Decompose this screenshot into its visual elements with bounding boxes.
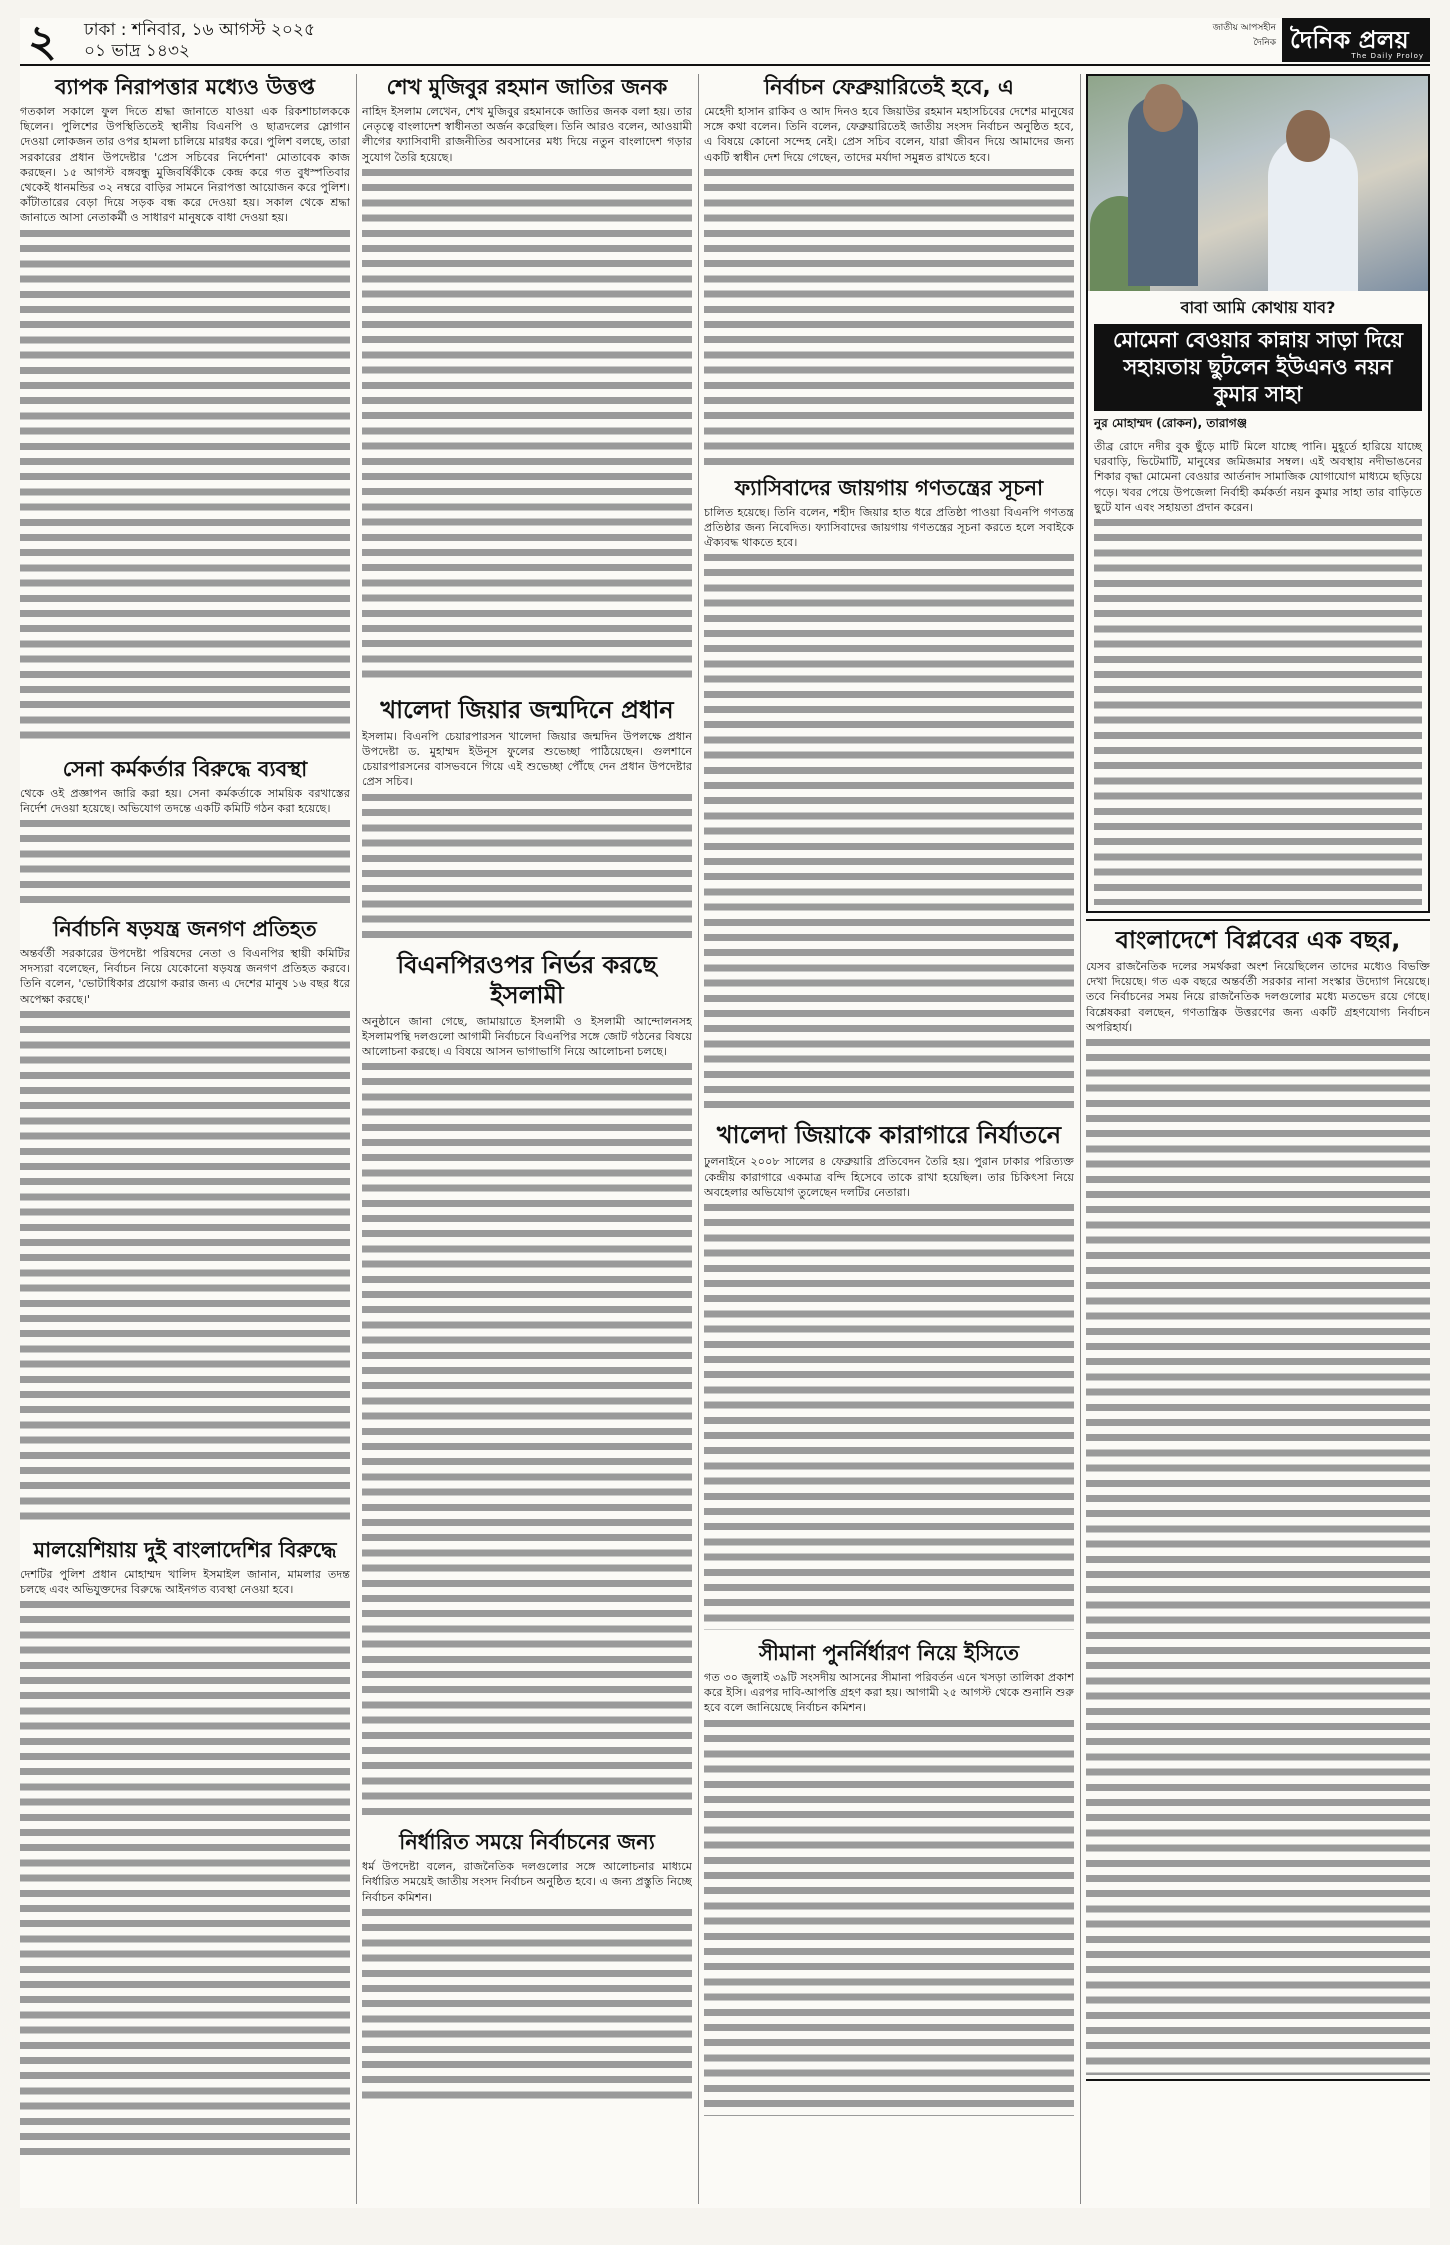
article-body: ধর্ম উপদেষ্টা বলেন, রাজনৈতিক দলগুলোর সঙ্গে আলোচনার মাধ্যমে নির্ধারিত সময়েই জাতীয় সংসদ নির্বাচন অনুষ্ঠিত হবে। এ জন্য প্রস্তুতি নিচ্ছে নির্বাচন কমিশন।: [362, 1860, 692, 1904]
article-body: তীব্র রোদে নদীর বুক ছুঁড়ে মাটি মিলে যাচ্ছে পানি। মুহূর্তে হারিয়ে যাচ্ছে ঘরবাড়ি, ভিটেমাটি, মানুষের জমিজমার সম্বল। এই অবস্থায় নদীভাঙনের শিকার বৃদ্ধা মোমেনা বেওয়ার আর্তনাদ সামাজিক যোগাযোগ মাধ্যমে ছড়িয়ে পড়ে। খবর পেয়ে উপজেলা নির্বাহী কর্মকর্তা নয়ন কুমার সাহা তার বাড়িতে ছুটে যান এবং সহায়তা প্রদান করেন।: [1094, 440, 1422, 514]
headline: খালেদা জিয়ার জন্মদিনে প্রধান: [380, 695, 674, 724]
article: [362, 74, 692, 685]
article-continuation: [362, 165, 692, 685]
article-continuation: [1094, 515, 1422, 905]
byline: নুর মোহাম্মদ (রোকন), তারাগঞ্জ: [1094, 416, 1248, 430]
article: [1086, 919, 1430, 2081]
headline: শেখ মুজিবুর রহমান জাতির জনক: [386, 75, 668, 99]
column-rule: [1080, 74, 1081, 2204]
article: [362, 950, 692, 1820]
headline: সীমানা পুনর্নির্ধারণ নিয়ে ইসিতে: [759, 1641, 1019, 1666]
article-body: নাহিদ ইসলাম লেখেন, শেখ মুজিবুর রহমানকে জাতির জনক বলা হয়। তার নেতৃত্বে বাংলাদেশ স্বাধীনতা অর্জন করেছিল। তিনি আরও বলেন, আওয়ামী লীগের ফ্যাসিবাদী রাজনীতির অবসানের মধ্য দিয়ে নতুন বাংলাদেশ গড়ার সুযোগ তৈরি হয়েছে।: [362, 105, 692, 164]
article: [704, 475, 1074, 1111]
article-continuation: [704, 1200, 1074, 1630]
column-rule: [698, 74, 699, 2204]
article: [20, 756, 350, 906]
article: [704, 1640, 1074, 2116]
column-2: [362, 74, 692, 2204]
person-head: [1286, 110, 1330, 162]
article: [20, 74, 350, 746]
headline: নির্ধারিত সময়ে নির্বাচনের জন্য: [399, 1830, 655, 1855]
article-continuation: [20, 1007, 350, 1527]
article-continuation: [1086, 1035, 1430, 2075]
kicker: বাবা আমি কোথায় যাব?: [1180, 298, 1336, 317]
newspaper-page: [20, 18, 1430, 2208]
headline: বাংলাদেশে বিপ্লবের এক বছর,: [1115, 926, 1401, 955]
article-body: যেসব রাজনৈতিক দলের সমর্থকরা অংশ নিয়েছিলেন তাদের মধ্যেও বিভক্তি দেখা দিয়েছে। গত এক বছরে অন্তর্বর্তী সরকার নানা সংস্কার উদ্যোগ নিয়েছে। তবে নির্বাচনের সময় নিয়ে রাজনৈতিক দলগুলোর মধ্যে মতভেদ রয়ে গেছে। বিশ্লেষকরা বলছেন, গণতান্ত্রিক উত্তরণের জন্য একটি গ্রহণযোগ্য নির্বাচন অপরিহার্য।: [1086, 960, 1430, 1034]
feature-box: [1086, 74, 1430, 913]
person-head: [1143, 84, 1183, 132]
column-rule: [356, 74, 357, 2204]
column-1: [20, 74, 350, 2204]
article-continuation: [704, 1716, 1074, 2116]
article-continuation: [20, 816, 350, 906]
article-body: অন্তর্বর্তী সরকারের উপদেষ্টা পরিষদের নেতা ও বিএনপির স্থায়ী কমিটির সদস্যরা বলেছেন, নির্বাচন নিয়ে যেকোনো ষড়যন্ত্র জনগণ প্রতিহত করবে। তিনি বলেন, 'ভোটাধিকার প্রয়োগ করার জন্য এ দেশের মানুষ ১৬ বছর ধরে অপেক্ষা করছে।': [20, 947, 350, 1006]
masthead: [20, 18, 1430, 66]
bangla-date-text: ০১ ভাদ্র ১৪৩২: [84, 41, 190, 61]
article-continuation: [362, 790, 692, 940]
headline: ব্যাপক নিরাপত্তার মধ্যেও উত্তপ্ত: [55, 75, 315, 99]
article-body: গতকাল সকালে ফুল দিতে শ্রদ্ধা জানাতে যাওয়া এক রিকশাচালককে ছিলেন। পুলিশের উপস্থিতিতেই স্থানীয় বিএনপি ও ছাত্রদলের স্লোগান দেওয়া লোকজন তার ওপর হামলা চালিয়ে মারধর করে। পুলিশ বলছে, তারা সরকারের প্রধান উপদেষ্টার 'প্রেস সচিবের নির্দেশনা' মোতাবেক কাজ করছেন। ১৫ আগস্ট বঙ্গবন্ধু মুজিবর্ষিকীকে কেন্দ্র করে গত বুধস্পতিবার থেকেই ধানমন্ডির ৩২ নম্বরে বাড়ির সামনে নিরাপত্তা আয়োজন করে পুলিশ। কাঁটাতারের বেড়া দিয়ে সড়ক বন্ধ করে দেওয়া হয়। সকাল থেকে শ্রদ্ধা জানাতে আসা নেতাকর্মী ও সাধারণ মানুষকে বাধা দেওয়া হয়।: [20, 105, 350, 225]
article-body: ঢুলনাইনে ২০০৮ সালের ৪ ফেব্রুয়ারি প্রতিবেদন তৈরি হয়। পুরান ঢাকার পরিত্যক্ত কেন্দ্রীয় কারাগারে একমাত্র বন্দি হিসেবে তাকে রাখা হয়েছিল। তার চিকিৎসা নিয়ে অবহেলার অভিযোগ তুলেছেন দলটির নেতারা।: [704, 1155, 1074, 1199]
article: [362, 695, 692, 940]
headline: নির্বাচন ফেব্রুয়ারিতেই হবে, এ: [764, 75, 1014, 99]
article: [704, 1120, 1074, 1630]
column-3: [704, 74, 1074, 2204]
article-continuation: [20, 1597, 350, 2157]
headline: সেনা কর্মকর্তার বিরুদ্ধে ব্যবস্থা: [62, 756, 308, 781]
headline: বিএনপিরওপর নির্ভর করছে ইসলামী: [397, 950, 657, 1009]
column-4: [1086, 74, 1430, 2204]
logo-subtitle: The Daily Proloy: [1351, 52, 1424, 60]
article-body: থেকে ওই প্রজ্ঞাপন জারি করা হয়। সেনা কর্মকর্তাকে সাময়িক বরখাস্তের নির্দেশ দেওয়া হয়েছে। অভিযোগ তদন্তে একটি কমিটি গঠন করা হয়েছে।: [20, 786, 350, 815]
article-body: অনুষ্ঠানে জানা গেছে, জামায়াতে ইসলামী ও ইসলামী আন্দোলনসহ ইসলামপন্থি দলগুলো আগামী নির্বাচনে বিএনপির সঙ্গে জোট গঠনের বিষয়ে আলোচনা করছে। এ বিষয়ে আসন ভাগাভাগি নিয়ে আলোচনা চলছে।: [362, 1014, 692, 1059]
news-photo: [1088, 76, 1428, 291]
feature-headline: মোমেনা বেওয়ার কান্নায় সাড়া দিয়ে সহায়তায় ছুটলেন ইউএনও নয়ন কুমার সাহা: [1094, 324, 1422, 411]
article-continuation: [704, 550, 1074, 1110]
article-continuation: [362, 1059, 692, 1819]
article-continuation: [704, 165, 1074, 465]
logo-tagline: জাতীয় আপসহীন দৈনিক: [1212, 23, 1276, 48]
article: [362, 1829, 692, 2105]
headline: ফ্যাসিবাদের জায়গায় গণতন্ত্রের সূচনা: [734, 475, 1044, 500]
headline: মালয়েশিয়ায় দুই বাংলাদেশির বিরুদ্ধে: [33, 1537, 337, 1562]
headline: খালেদা জিয়াকে কারাগারে নির্যাতনে: [716, 1121, 1062, 1150]
newspaper-logo: [1212, 18, 1430, 62]
article-continuation: [362, 1905, 692, 2105]
article-body: চালিত হয়েছে। তিনি বলেন, শহীদ জিয়ার হাত ধরে প্রতিষ্ঠা পাওয়া বিএনপি গণতন্ত্র প্রতিষ্ঠার জন্য নিবেদিত। ফ্যাসিবাদের জায়গায় গণতন্ত্রের সূচনা করতে হলে সবাইকে ঐক্যবদ্ধ থাকতে হবে।: [704, 505, 1074, 550]
logo-name: দৈনিক প্রলয়: [1290, 26, 1409, 54]
headline: নির্বাচনি ষড়যন্ত্র জনগণ প্রতিহত: [53, 917, 317, 942]
article-body: দেশটির পুলিশ প্রধান মোহাম্মদ খালিদ ইসমাইল জানান, মামলার তদন্ত চলছে এবং অভিযুক্তদের বিরুদ্ধে আইনগত ব্যবস্থা নেওয়া হবে।: [20, 1567, 350, 1597]
page-number: ২: [28, 16, 57, 67]
article-body: মেহেদী হাসান রাকিব ও আদ দিনও হবে জিয়াউর রহমান মহাসচিবের দেশের মানুষের সঙ্গে কথা বলেন। তিনি বলেন, ফেব্রুয়ারিতেই জাতীয় সংসদ নির্বাচন অনুষ্ঠিত হবে, এ বিষয়ে কোনো সন্দেহ নেই। প্রেস সচিব বলেন, যারা জীবন দিয়ে আমাদের জন্য একটি স্বাধীন দেশ দিয়ে গেছেন, তাদের মর্যাদা সমুন্নত রাখতে হবে।: [704, 105, 1074, 164]
article-body: ইসলাম। বিএনপি চেয়ারপারসন খালেদা জিয়ার জন্মদিন উপলক্ষে প্রধান উপদেষ্টা ড. মুহাম্মদ ইউনূস ফুলের শুভেচ্ছা পাঠিয়েছেন। গুলশানে চেয়ারপারসনের বাসভবনে গিয়ে এই শুভেচ্ছা পৌঁছে দেন প্রধান উপদেষ্টার প্রেস সচিব।: [362, 729, 692, 789]
article: [20, 916, 350, 1527]
article-body: গত ৩০ জুলাই ৩৯টি সংসদীয় আসনের সীমানা পরিবর্তন এনে খসড়া তালিকা প্রকাশ করে ইসি। এরপর দাবি-আপত্তি গ্রহণ করা হয়। আগামী ২৫ আগস্ট থেকে শুনানি শুরু হবে বলে জানিয়েছে নির্বাচন কমিশন।: [704, 1671, 1074, 1715]
article: [20, 1537, 350, 2157]
article: [704, 74, 1074, 465]
article-continuation: [20, 226, 350, 746]
dateline: [84, 20, 315, 62]
date-text: ঢাকা : শনিবার, ১৬ আগস্ট ২০২৫: [84, 20, 316, 40]
